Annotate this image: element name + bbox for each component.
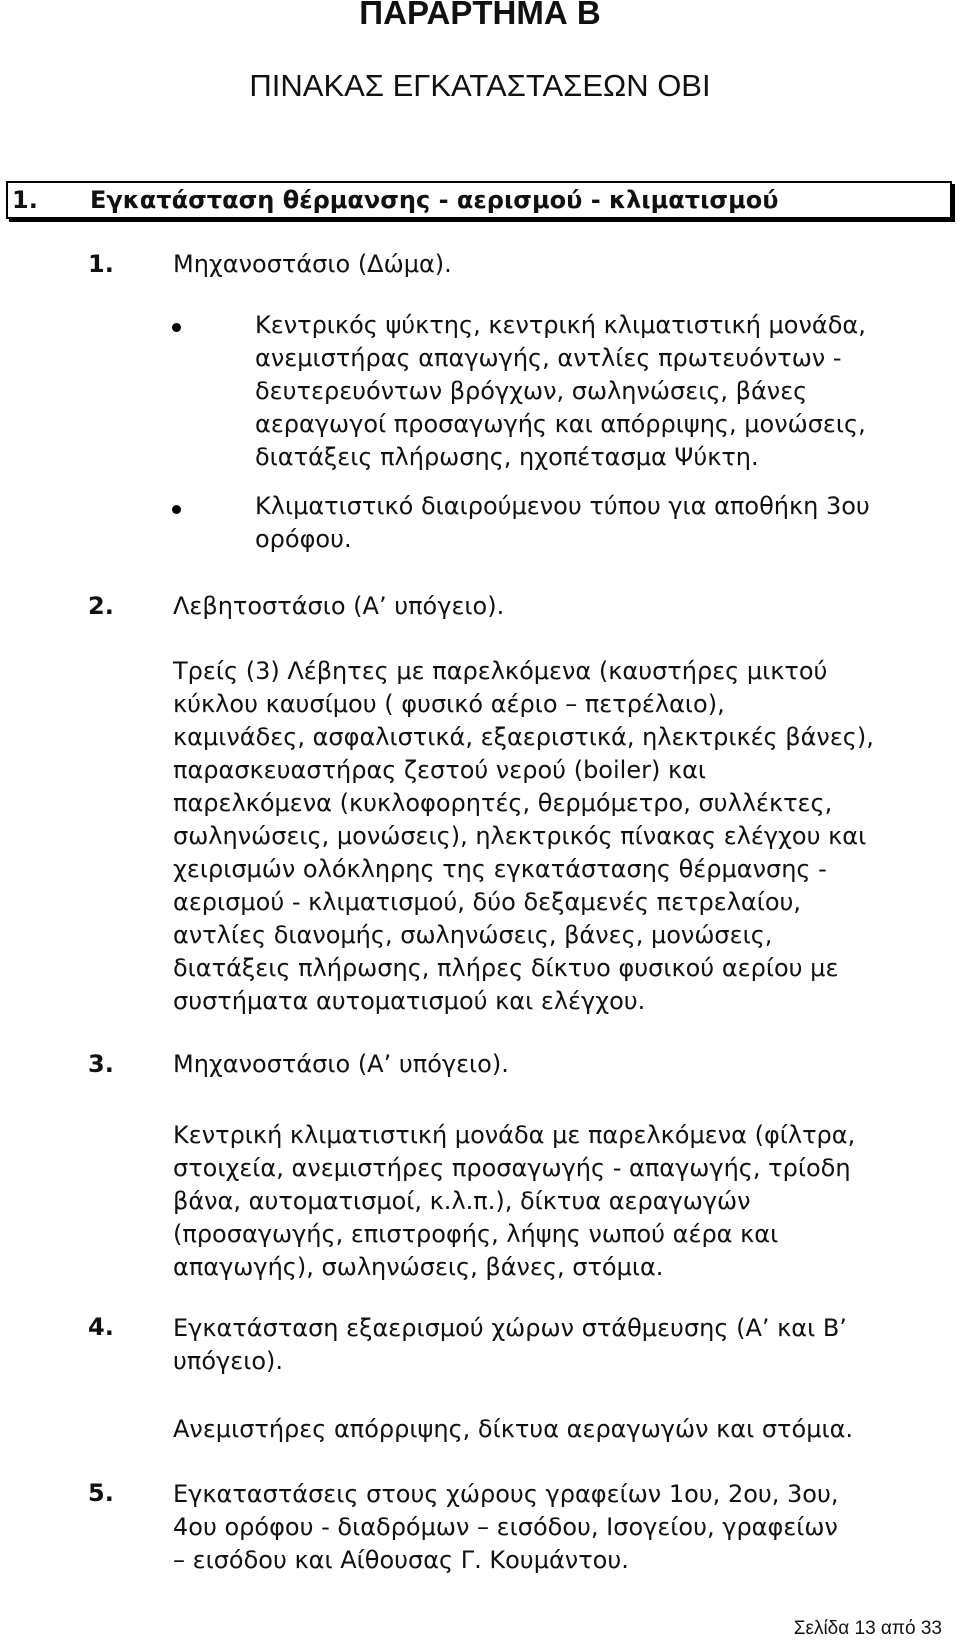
text-line: διατάξεις πλήρωσης, ηχοπέτασμα Ψύκτη. [255,443,759,471]
section-label: Εγκατάσταση θέρμανσης - αερισμού - κλιματισμού [90,186,779,214]
bullet-icon [172,323,181,332]
item-heading: Μηχανοστάσιο (Α’ υπόγειο). [173,1050,509,1078]
item-paragraph [173,1413,948,1446]
text-line: παρασκευαστήρας ζεστού νερού (boiler) και [173,756,707,784]
item-number: 4. [88,1313,114,1341]
item-heading [173,1312,948,1378]
bullet-item [255,309,948,474]
bullet-item [255,490,948,556]
item-number: 2. [88,592,114,620]
item-paragraph [173,655,948,1018]
text-line: Εγκατάσταση εξαερισμού χώρων στάθμευσης (Α’ και Β’ [173,1314,847,1342]
text-line: Εγκαταστάσεις στους χώρους γραφείων 1ου, 2ου, 3ου, [173,1480,839,1508]
text-line: απαγωγής), σωληνώσεις, βάνες, στόμια. [173,1253,664,1281]
section-heading-box [6,181,952,219]
text-line: παρελκόμενα (κυκλοφορητές, θερμόμετρο, συλλέκτες, [173,789,833,817]
item-paragraph [173,1119,948,1284]
page-number: Σελίδα 13 από 33 [793,1618,942,1639]
text-line: βάνα, αυτοματισμοί, κ.λ.π.), δίκτυα αεραγωγών [173,1187,751,1215]
text-line: 4ου ορόφου - διαδρόμων – εισόδου, Ισογείου, γραφείων [173,1513,838,1541]
text-line: καμινάδες, ασφαλιστικά, εξαεριστικά, ηλεκτρικές βάνες), [173,723,874,751]
item-heading: Λεβητοστάσιο (Α’ υπόγειο). [173,592,505,620]
text-line: στοιχεία, ανεμιστήρες προσαγωγής - απαγωγής, τρίοδη [173,1154,851,1182]
item-number: 3. [88,1050,114,1078]
text-line: Ανεμιστήρες απόρριψης, δίκτυα αεραγωγών και στόμια. [173,1415,854,1443]
text-line: ορόφου. [255,525,352,553]
text-line: ανεμιστήρας απαγωγής, αντλίες πρωτευόντων - [255,344,842,372]
text-line: (προσαγωγής, επιστροφής, λήψης νωπού αέρα και [173,1220,779,1248]
item-number: 1. [88,250,114,278]
text-line: διατάξεις πλήρωσης, πλήρες δίκτυο φυσικού αερίου με [173,954,839,982]
appendix-title: ΠΑΡΑΡΤΗΜΑ Β [359,0,601,31]
text-line: Κλιματιστικό διαιρούμενου τύπου για αποθήκη 3ου [255,492,870,520]
text-line: Κεντρικός ψύκτης, κεντρική κλιματιστική μονάδα, [255,311,866,339]
item-heading [173,1478,948,1577]
text-line: Κεντρική κλιματιστική μονάδα με παρελκόμενα (φίλτρα, [173,1121,856,1149]
text-line: χειρισμών ολόκληρης της εγκατάστασης θέρμανσης - [173,855,827,883]
text-line: αντλίες διανομής, σωληνώσεις, βάνες, μονώσεις, [173,921,773,949]
item-heading: Μηχανοστάσιο (Δώμα). [173,250,452,278]
text-line: κύκλου καυσίμου ( φυσικό αέριο – πετρέλαιο), [173,690,725,718]
text-line: συστήματα αυτοματισμού και ελέγχου. [173,987,646,1015]
text-line: Τρείς (3) Λέβητες με παρελκόμενα (καυστήρες μικτού [173,657,828,685]
text-line: αερισμού - κλιματισμού, δύο δεξαμενές πετρελαίου, [173,888,802,916]
item-number: 5. [88,1479,114,1507]
text-line: – εισόδου και Αίθουσας Γ. Κουμάντου. [173,1546,629,1574]
table-title: ΠΙΝΑΚΑΣ ΕΓΚΑΤΑΣΤΑΣΕΩΝ ΟΒΙ [249,68,711,103]
text-line: υπόγειο). [173,1347,283,1375]
section-number: 1. [12,186,38,214]
text-line: σωληνώσεις, μονώσεις), ηλεκτρικός πίνακας ελέγχου και [173,822,867,850]
bullet-icon [172,505,181,514]
text-line: αεραγωγοί προσαγωγής και απόρριψης, μονώσεις, [255,410,866,438]
text-line: δευτερευόντων βρόγχων, σωληνώσεις, βάνες [255,377,808,405]
